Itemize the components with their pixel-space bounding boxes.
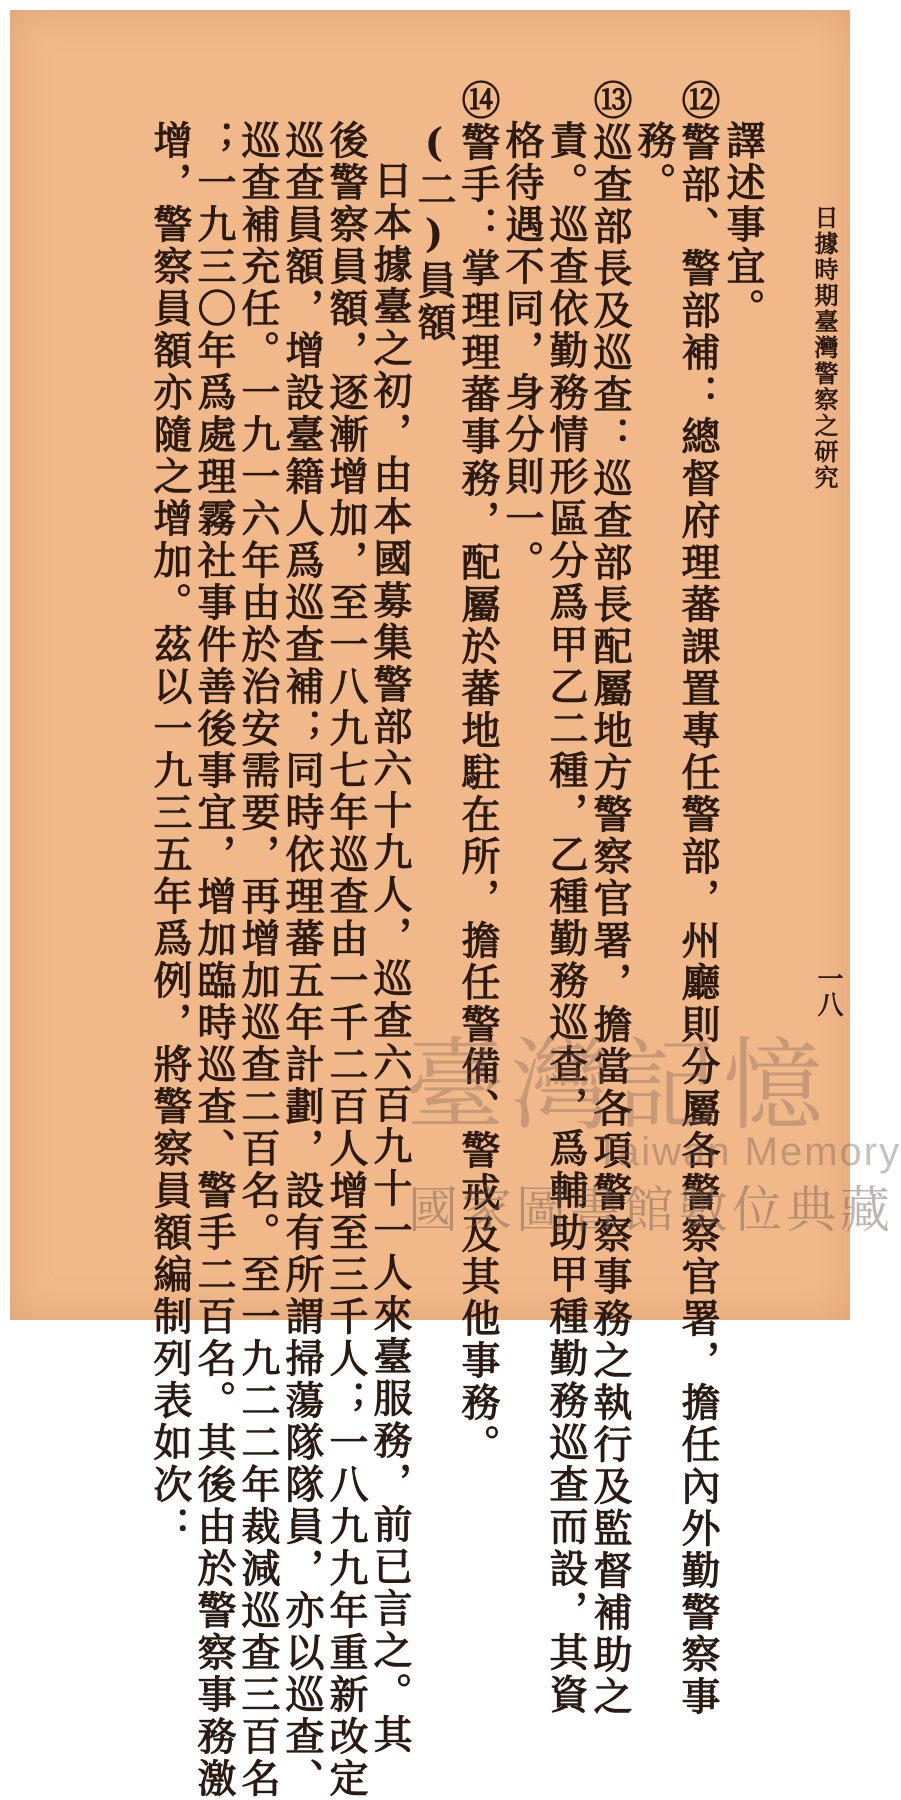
text-column: ⑬巡查部長及巡查：巡查部長配屬地方警察官署，擔當各項警察事務之執行及監督補助之 xyxy=(587,80,633,1718)
text-column: ⑫警部、警部補：總督府理蕃課置專任警部，州廳則分屬各警察官署，擔任內外勤警察事 xyxy=(675,80,721,1718)
book-page xyxy=(10,10,901,1800)
text-column: 巡查補充任。一九一六年由於治安需要，再增加巡查二百名。至一九二二年裁減巡查三百名 xyxy=(235,120,281,1800)
watermark-english: Taiwan Memory xyxy=(595,1130,901,1174)
running-title: 日據時期臺灣警察之研究 xyxy=(810,205,839,491)
text-column: 巡查員額，增設臺籍人爲巡查補；同時依理蕃五年計劃，設有所謂掃蕩隊隊員，亦以巡查、 xyxy=(279,120,325,1800)
text-column: 譯述事宜。 xyxy=(720,120,766,330)
text-column: ⑭警手：掌理理蕃事務，配屬於蕃地駐在所，擔任警備、警戒及其他事務。 xyxy=(455,80,501,1466)
text-column: 責。巡查依勤務情形區分爲甲乙二種，乙種勤務巡查，爲輔助甲種勤務巡查而設，其資 xyxy=(543,120,589,1716)
watermark-library: 國家圖書館數位典藏 xyxy=(408,1181,894,1239)
text-column: ；一九三〇年爲處理霧社事件善後事宜，增加臨時巡查、警手二百名。其後由於警察事務激 xyxy=(191,120,237,1800)
text-column: 務。 xyxy=(631,120,677,204)
text-column: 增，警察員額亦隨之增加。茲以一九三五年爲例，將警察員額編制列表如次： xyxy=(147,120,193,1548)
text-column: 後警察員額，逐漸增加，至一八九七年巡查由一千二百人增至三千人；一八九九年重新改定 xyxy=(323,120,369,1800)
text-column: 日本據臺之初，由本國募集警部六十九人，巡查六百九十一人來臺服務，前已言之。其 xyxy=(367,160,413,1756)
watermark-title: 臺灣記憶 xyxy=(405,1027,829,1144)
text-column: 格待遇不同，身分則一。 xyxy=(499,120,545,582)
section-heading: (二)員額 xyxy=(411,120,457,344)
page-number: 一八 xyxy=(813,965,843,1017)
